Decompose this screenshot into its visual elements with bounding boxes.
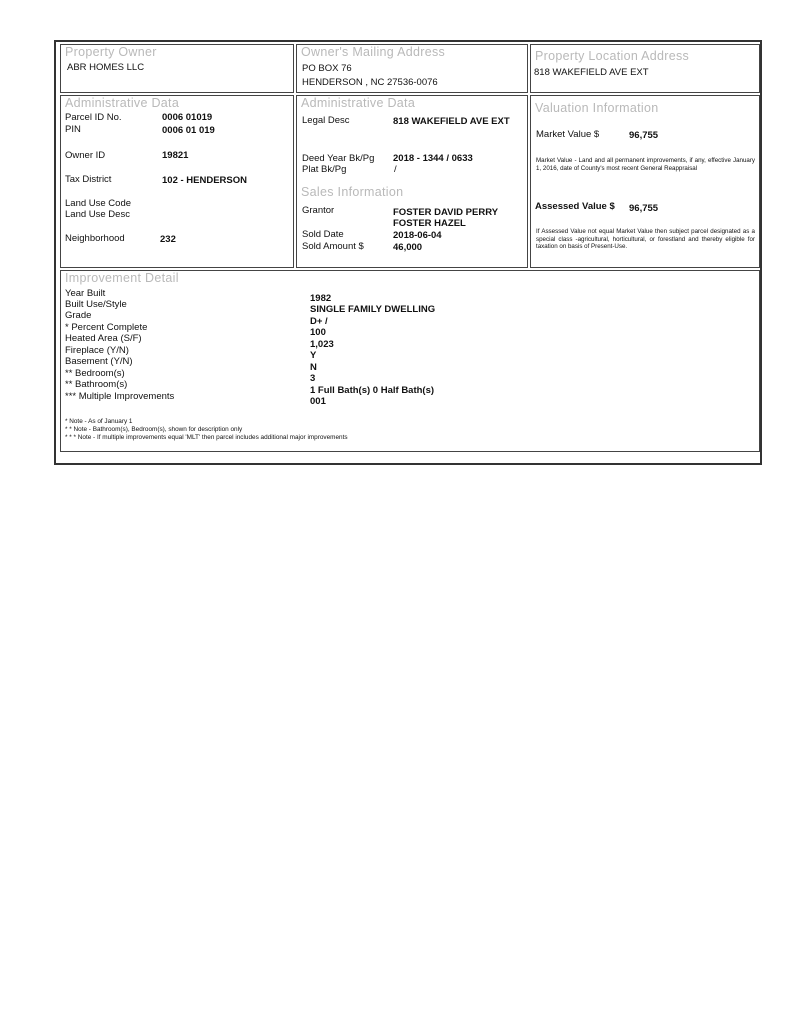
property-owner-section xyxy=(60,44,294,93)
footnote-2: * * Note - Bathroom(s), Bedroom(s), shown for description only xyxy=(65,426,243,433)
improvement-detail-section xyxy=(60,270,760,452)
sold-date-label: Sold Date xyxy=(302,229,344,240)
tax-district-value: 102 - HENDERSON xyxy=(162,175,247,186)
valuation-section xyxy=(530,95,760,268)
improvement-label: *** Multiple Improvements xyxy=(65,391,175,402)
grantor-value-2: FOSTER HAZEL xyxy=(393,218,466,229)
grantor-value-1: FOSTER DAVID PERRY xyxy=(393,207,499,218)
mailing-address-section xyxy=(296,44,528,93)
owner-name: ABR HOMES LLC xyxy=(67,62,145,73)
improvement-label: Year Built xyxy=(65,288,106,299)
land-use-code-label: Land Use Code xyxy=(65,198,132,209)
plat-value: / xyxy=(394,164,397,175)
section-header: Valuation Information xyxy=(535,101,659,115)
improvement-label: Fireplace (Y/N) xyxy=(65,345,129,356)
improvement-label: * Percent Complete xyxy=(65,322,148,333)
market-value-note: Market Value - Land and all permanent improvements, if any, effective January 1, 2016, date of County's most recent General Reappraisal xyxy=(536,157,755,172)
market-value: 96,755 xyxy=(629,130,659,141)
owner-id-value: 19821 xyxy=(162,150,189,161)
improvement-value: 3 xyxy=(310,373,316,384)
legal-desc-label: Legal Desc xyxy=(302,115,350,126)
mailing-line-2: HENDERSON , NC 27536-0076 xyxy=(302,77,438,88)
assessed-value-label: Assessed Value $ xyxy=(535,201,615,212)
footnote-1: * Note - As of January 1 xyxy=(65,418,133,425)
pin-value: 0006 01 019 xyxy=(162,125,215,136)
sold-date-value: 2018-06-04 xyxy=(393,230,442,241)
parcel-id-value: 0006 01019 xyxy=(162,112,213,123)
administrative-data-section xyxy=(60,95,294,268)
mailing-line-1: PO BOX 76 xyxy=(302,63,352,74)
section-header: Administrative Data xyxy=(65,96,180,110)
footnote-3: * * * Note - If multiple improvements equal 'MLT' then parcel includes additional major improvements xyxy=(65,434,348,441)
legal-desc-value: 818 WAKEFIELD AVE EXT xyxy=(393,116,510,127)
improvement-value: 1,023 xyxy=(310,339,334,350)
neighborhood-label: Neighborhood xyxy=(65,233,125,244)
pin-label: PIN xyxy=(65,124,81,135)
section-header: Administrative Data xyxy=(301,96,416,110)
section-header: Property Location Address xyxy=(535,49,690,63)
section-header: Owner's Mailing Address xyxy=(301,45,446,59)
grantor-label: Grantor xyxy=(302,205,335,216)
improvement-label: ** Bathroom(s) xyxy=(65,379,128,390)
improvement-label: Built Use/Style xyxy=(65,299,127,310)
plat-label: Plat Bk/Pg xyxy=(302,164,347,175)
land-use-desc-label: Land Use Desc xyxy=(65,209,130,220)
improvement-value: Y xyxy=(310,350,317,361)
location-address-section xyxy=(530,44,760,93)
deed-label: Deed Year Bk/Pg xyxy=(302,153,375,164)
section-header: Improvement Detail xyxy=(65,271,179,285)
owner-id-label: Owner ID xyxy=(65,150,106,161)
improvement-value: 1982 xyxy=(310,293,332,304)
property-record-card xyxy=(54,40,762,465)
parcel-id-label: Parcel ID No. xyxy=(65,112,122,123)
improvement-value: N xyxy=(310,362,317,373)
section-header: Property Owner xyxy=(65,45,157,59)
assessed-value: 96,755 xyxy=(629,203,659,214)
improvement-label: Grade xyxy=(65,310,92,321)
administrative-sales-section xyxy=(296,95,528,268)
assessed-value-note: If Assessed Value not equal Market Value then subject parcel designated as a special class -agricultural, horticultural, or forestland and thereby eligible for taxation on basis of Present-Use. xyxy=(536,228,755,250)
tax-district-label: Tax District xyxy=(65,174,112,185)
improvement-value: D+ / xyxy=(310,316,328,327)
improvement-label: Heated Area (S/F) xyxy=(65,333,142,344)
sold-amount-value: 46,000 xyxy=(393,242,423,253)
neighborhood-value: 232 xyxy=(160,234,176,245)
location-address: 818 WAKEFIELD AVE EXT xyxy=(534,67,649,78)
deed-value: 2018 - 1344 / 0633 xyxy=(393,153,473,164)
improvement-label: Basement (Y/N) xyxy=(65,356,133,367)
improvement-label: ** Bedroom(s) xyxy=(65,368,125,379)
sales-header: Sales Information xyxy=(301,185,404,199)
improvement-value: 1 Full Bath(s) 0 Half Bath(s) xyxy=(310,385,435,396)
improvement-value: 001 xyxy=(310,396,326,407)
sold-amount-label: Sold Amount $ xyxy=(302,241,364,252)
improvement-value: 100 xyxy=(310,327,326,338)
market-value-label: Market Value $ xyxy=(536,129,600,140)
improvement-value: SINGLE FAMILY DWELLING xyxy=(310,304,436,315)
